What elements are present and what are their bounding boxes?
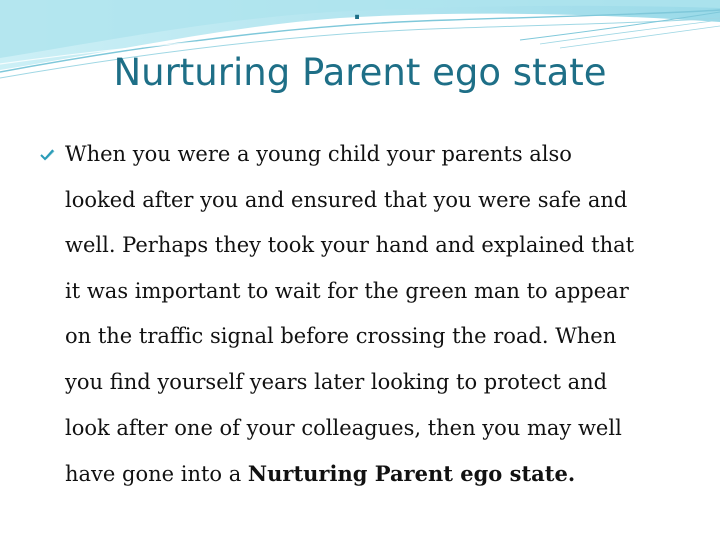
body-line-4: it was important to wait for the green man to appear (65, 278, 629, 303)
body-line-7: look after one of your colleagues, then you may well (65, 415, 622, 440)
page-title: Nurturing Parent ego state (113, 51, 607, 94)
first-line (40, 131, 680, 178)
body-line-6: you find yourself years later looking to protect and (65, 369, 608, 394)
last-line (40, 451, 680, 498)
body-line-2: looked after you and ensured that you were safe and (65, 187, 628, 212)
title-dot: . (352, 0, 362, 25)
body-line-5: on the traffic signal before crossing the road. When (65, 324, 617, 349)
body-line-8: have gone into a (65, 462, 248, 487)
body-line-1: When you were a young child your parents also (65, 142, 572, 166)
bold-phrase: Nurturing Parent ego state. (247, 461, 576, 487)
body-line-3: well. Perhaps they took your hand and explained that (65, 233, 635, 258)
checkmark-bullet-icon (40, 131, 65, 177)
body-paragraph (40, 131, 680, 498)
